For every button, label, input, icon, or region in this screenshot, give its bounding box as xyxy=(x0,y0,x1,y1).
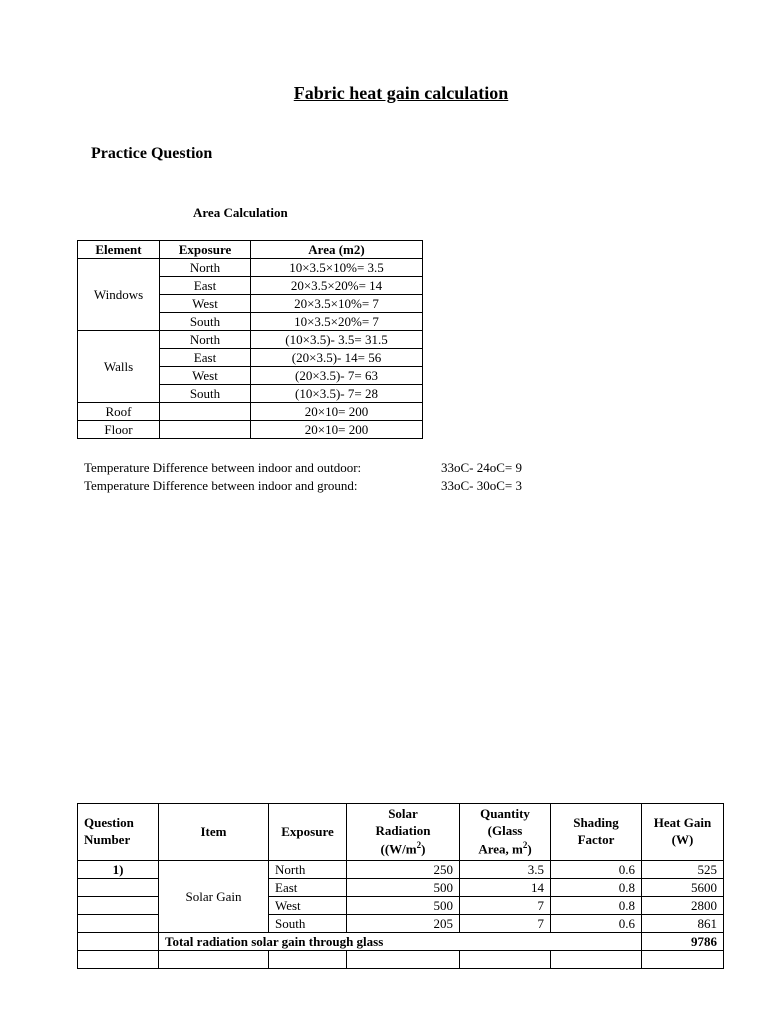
area-cell: 20×3.5×10%= 7 xyxy=(251,295,423,313)
empty-row xyxy=(78,951,724,969)
walls-label: Walls xyxy=(78,331,160,403)
empty-cell xyxy=(78,933,159,951)
empty-cell xyxy=(551,951,642,969)
heat-cell: 861 xyxy=(642,915,724,933)
area-table xyxy=(77,240,423,439)
temp-outdoor-label: Temperature Difference between indoor and outdoor: xyxy=(84,460,362,475)
area-cell: (20×3.5)- 7= 63 xyxy=(251,367,423,385)
exposure-cell: East xyxy=(160,349,251,367)
solar-cell: 205 xyxy=(347,915,460,933)
exposure-cell: East xyxy=(160,277,251,295)
area-cell: (10×3.5)- 7= 28 xyxy=(251,385,423,403)
empty-cell xyxy=(78,951,159,969)
area-cell: (10×3.5)- 3.5= 31.5 xyxy=(251,331,423,349)
temp-outdoor-value: 33oC- 24oC= 9 xyxy=(441,460,523,475)
empty-cell xyxy=(347,951,460,969)
exposure-cell: West xyxy=(160,367,251,385)
table-row xyxy=(78,403,423,421)
empty-cell xyxy=(160,421,251,439)
header-question-number: Question Number xyxy=(78,804,159,861)
heat-cell: 2800 xyxy=(642,897,724,915)
exposure-cell: West xyxy=(160,295,251,313)
table-row xyxy=(78,861,724,879)
area-cell: 10×3.5×20%= 7 xyxy=(251,313,423,331)
header-shading-factor: Shading Factor xyxy=(551,804,642,861)
heat-cell: 525 xyxy=(642,861,724,879)
solar-cell: 250 xyxy=(347,861,460,879)
total-value: 9786 xyxy=(642,933,724,951)
area-calculation-title: Area Calculation xyxy=(193,205,288,220)
quantity-cell: 14 xyxy=(460,879,551,897)
total-label: Total radiation solar gain through glass xyxy=(159,933,642,951)
quantity-cell: 7 xyxy=(460,897,551,915)
exposure-cell: South xyxy=(269,915,347,933)
shading-cell: 0.6 xyxy=(551,861,642,879)
question-number-cell: 1) xyxy=(78,861,159,879)
area-cell: 20×10= 200 xyxy=(251,403,423,421)
heat-cell: 5600 xyxy=(642,879,724,897)
shading-cell: 0.6 xyxy=(551,915,642,933)
area-table-header xyxy=(78,241,423,259)
area-cell: 20×10= 200 xyxy=(251,421,423,439)
empty-cell xyxy=(78,915,159,933)
exposure-cell: North xyxy=(269,861,347,879)
solar-gain-table xyxy=(77,803,724,969)
exposure-cell: South xyxy=(160,385,251,403)
header-area: Area (m2) xyxy=(251,241,423,259)
header-item: Item xyxy=(159,804,269,861)
header-solar-radiation: Solar Radiation ($(W/m^2)$ xyxy=(347,804,460,861)
table-row xyxy=(78,259,423,277)
windows-label: Windows xyxy=(78,259,160,331)
item-solar-gain: Solar Gain xyxy=(159,861,269,933)
page-title: Fabric heat gain calculation xyxy=(293,83,509,103)
shading-cell: 0.8 xyxy=(551,897,642,915)
header-quantity: Quantity (Glass Area, $m^2$) xyxy=(460,804,551,861)
empty-cell xyxy=(460,951,551,969)
header-exposure: Exposure xyxy=(160,241,251,259)
empty-cell xyxy=(642,951,724,969)
quantity-cell: 3.5 xyxy=(460,861,551,879)
exposure-cell: South xyxy=(160,313,251,331)
empty-cell xyxy=(78,879,159,897)
section-subtitle: Practice Question xyxy=(91,145,213,162)
shading-cell: 0.8 xyxy=(551,879,642,897)
header-exposure: Exposure xyxy=(269,804,347,861)
exposure-cell: North xyxy=(160,331,251,349)
header-element: Element xyxy=(78,241,160,259)
total-row xyxy=(78,933,724,951)
empty-cell xyxy=(159,951,269,969)
solar-cell: 500 xyxy=(347,879,460,897)
exposure-cell: West xyxy=(269,897,347,915)
solar-cell: 500 xyxy=(347,897,460,915)
roof-label: Roof xyxy=(78,403,160,421)
table-row xyxy=(78,421,423,439)
exposure-cell: East xyxy=(269,879,347,897)
temp-ground-value: 33oC- 30oC= 3 xyxy=(441,478,523,493)
area-cell: 20×3.5×20%= 14 xyxy=(251,277,423,295)
empty-cell xyxy=(78,897,159,915)
empty-cell xyxy=(269,951,347,969)
gain-table-header xyxy=(78,804,724,861)
table-row xyxy=(78,331,423,349)
exposure-cell: North xyxy=(160,259,251,277)
floor-label: Floor xyxy=(78,421,160,439)
area-cell: 10×3.5×10%= 3.5 xyxy=(251,259,423,277)
header-heat-gain: Heat Gain (W) xyxy=(642,804,724,861)
area-cell: (20×3.5)- 14= 56 xyxy=(251,349,423,367)
empty-cell xyxy=(160,403,251,421)
quantity-cell: 7 xyxy=(460,915,551,933)
temp-ground-label: Temperature Difference between indoor and ground: xyxy=(84,478,358,493)
